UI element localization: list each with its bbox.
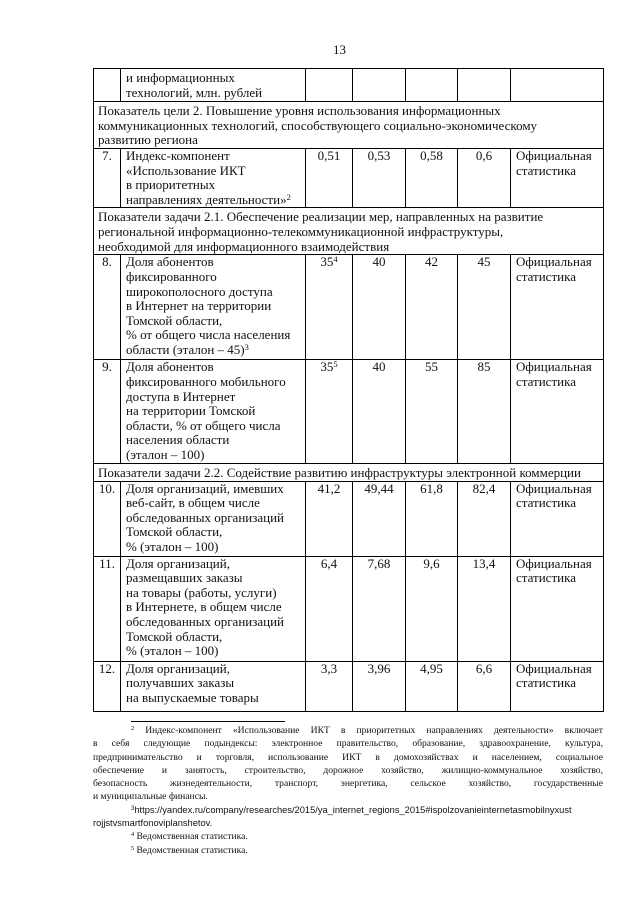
value-cell: 40	[353, 255, 406, 360]
indicator-name	[121, 255, 306, 360]
footnote-ref: 4	[333, 254, 338, 265]
indicator-row-9	[94, 360, 604, 463]
section-row-task-2-1	[94, 208, 604, 255]
table-row-continuation	[94, 69, 604, 102]
value-cell: 0,58	[406, 149, 458, 208]
indicator-name	[121, 360, 306, 463]
footnote-2-line	[93, 764, 603, 777]
footnote-2-line	[93, 751, 603, 764]
section-heading: Показатели задачи 2.1. Обеспечение реализации мер, направленных на развитие региональной информационно-телекоммуникационной инфраструктуры, необходимой для информационного взаимодействия	[94, 208, 604, 255]
value-text: 35	[320, 359, 334, 375]
value-cell: 42	[406, 255, 458, 360]
footnote-text: Ведомственная статистика.	[136, 831, 248, 843]
footnote-text: предпринимательство и торговля, использование ИКТ в домохозяйствах и населением, социальное	[93, 751, 603, 763]
indicator-text: и информационных технологий, млн. рублей	[126, 70, 263, 100]
indicator-name	[121, 661, 306, 711]
indicator-text: Доля организаций, получавших заказы на выпускаемые товары	[126, 660, 259, 705]
value-cell	[406, 69, 458, 102]
footnote-text: Индекс-компонент «Использование ИКТ в приоритетных направлениях деятельности» включает	[145, 725, 603, 736]
indicator-name	[121, 149, 306, 208]
footnote-ref: 2	[286, 191, 291, 202]
footnote-text: безопасность жизнедеятельности, транспорт, энергетика, сельское хозяйство, государственные	[93, 778, 603, 790]
value-cell: 41,2	[306, 481, 353, 556]
footnote-2-line	[93, 777, 603, 790]
value-cell: 45	[458, 255, 511, 360]
row-number: 10.	[94, 481, 121, 556]
footnote-text: Ведомственная статистика.	[136, 844, 248, 856]
footnote-text: в себя следующие подындексы: электронное правительство, образование, здравоохранение, культура,	[93, 738, 603, 750]
indicator-text: Индекс-компонент «Использование ИКТ в приоритетных направлениях деятельности»	[126, 148, 287, 207]
footnote-4	[93, 830, 603, 843]
value-text: 35	[320, 254, 334, 270]
footnote-ref: 5	[333, 359, 338, 370]
value-cell	[306, 69, 353, 102]
footnote-2	[93, 724, 603, 737]
footnote-3	[93, 804, 603, 817]
indicator-name	[121, 69, 306, 102]
value-cell: 49,44	[353, 481, 406, 556]
source-cell	[511, 69, 604, 102]
source-cell: Официальная статистика	[511, 360, 604, 463]
footnote-2-line	[93, 737, 603, 750]
footnote-3-line	[93, 817, 603, 830]
page-number: 13	[333, 42, 346, 57]
footnote-2-line	[93, 790, 603, 803]
footnote-marker: 2	[131, 724, 135, 732]
footnote-link[interactable]: https://yandex.ru/company/researches/2015/ya_internet_regions_2015#ispolzovanieinternetasmobilnyxust	[134, 804, 572, 815]
footnote-marker: 3	[131, 805, 135, 812]
footnote-ref: 3	[244, 341, 249, 352]
value-cell: 3,3	[306, 661, 353, 711]
footnote-marker: 5	[131, 844, 135, 852]
row-number: 7.	[94, 149, 121, 208]
value-cell: 3,96	[353, 661, 406, 711]
value-cell: 40	[353, 360, 406, 463]
source-cell: Официальная статистика	[511, 556, 604, 661]
indicator-row-10	[94, 481, 604, 556]
value-cell: 0,51	[306, 149, 353, 208]
row-number: 12.	[94, 661, 121, 711]
value-cell: 0,53	[353, 149, 406, 208]
value-cell: 6,6	[458, 661, 511, 711]
value-cell: 4,95	[406, 661, 458, 711]
value-cell: 7,68	[353, 556, 406, 661]
value-cell	[458, 69, 511, 102]
indicator-text: Доля абонентов фиксированного широкополосного доступа в Интернет на территории Томской области, % от общего числа населения области (эталон – 45)	[126, 254, 291, 357]
indicator-row-11	[94, 556, 604, 661]
section-row-task-2-2	[94, 463, 604, 481]
row-number: 8.	[94, 255, 121, 360]
indicator-row-7	[94, 149, 604, 208]
footnote-text: обеспечение и занятость, строительство, дорожное хозяйство, жилищно-коммунальное хозяйство,	[93, 764, 603, 776]
source-cell: Официальная статистика	[511, 255, 604, 360]
value-cell: 82,4	[458, 481, 511, 556]
footnote-text: и муниципальные финансы.	[93, 791, 208, 803]
value-cell: 55	[406, 360, 458, 463]
value-cell: 13,4	[458, 556, 511, 661]
section-heading: Показатель цели 2. Повышение уровня использования информационных коммуникационных технологий, способствующего социально-экономическому развитию региона	[94, 102, 604, 149]
value-cell: 6,4	[306, 556, 353, 661]
footnote-separator	[131, 721, 285, 722]
indicator-row-8	[94, 255, 604, 360]
indicator-name	[121, 481, 306, 556]
footnote-marker: 4	[131, 831, 135, 839]
indicator-text: Доля организаций, размещавших заказы на товары (работы, услуги) в Интернете, в общем числе обследованных организаций Томской области, % (эталон – 100)	[126, 555, 285, 659]
indicator-row-12	[94, 661, 604, 711]
value-cell	[353, 69, 406, 102]
footnote-link[interactable]: rojjstvsmartfonoviplanshetov.	[93, 818, 213, 829]
value-cell: 0,6	[458, 149, 511, 208]
value-cell: 85	[458, 360, 511, 463]
footnote-5	[93, 844, 603, 857]
row-number	[94, 69, 121, 102]
row-number: 9.	[94, 360, 121, 463]
value-cell: 9,6	[406, 556, 458, 661]
row-number: 11.	[94, 556, 121, 661]
value-cell	[306, 255, 353, 360]
indicators-table	[93, 68, 604, 712]
footnotes	[93, 724, 603, 857]
source-cell: Официальная статистика	[511, 149, 604, 208]
indicator-text: Доля абонентов фиксированного мобильного доступа в Интернет на территории Томской области, % от общего числа населения области (эталон – 100)	[126, 359, 286, 462]
value-cell: 61,8	[406, 481, 458, 556]
value-cell	[306, 360, 353, 463]
source-cell: Официальная статистика	[511, 661, 604, 711]
section-row-goal-2	[94, 102, 604, 149]
source-cell: Официальная статистика	[511, 481, 604, 556]
indicator-name	[121, 556, 306, 661]
indicator-text: Доля организаций, имевших веб-сайт, в общем числе обследованных организаций Томской области, % (эталон – 100)	[126, 480, 285, 554]
section-heading: Показатели задачи 2.2. Содействие развитию инфраструктуры электронной коммерции	[94, 463, 604, 481]
